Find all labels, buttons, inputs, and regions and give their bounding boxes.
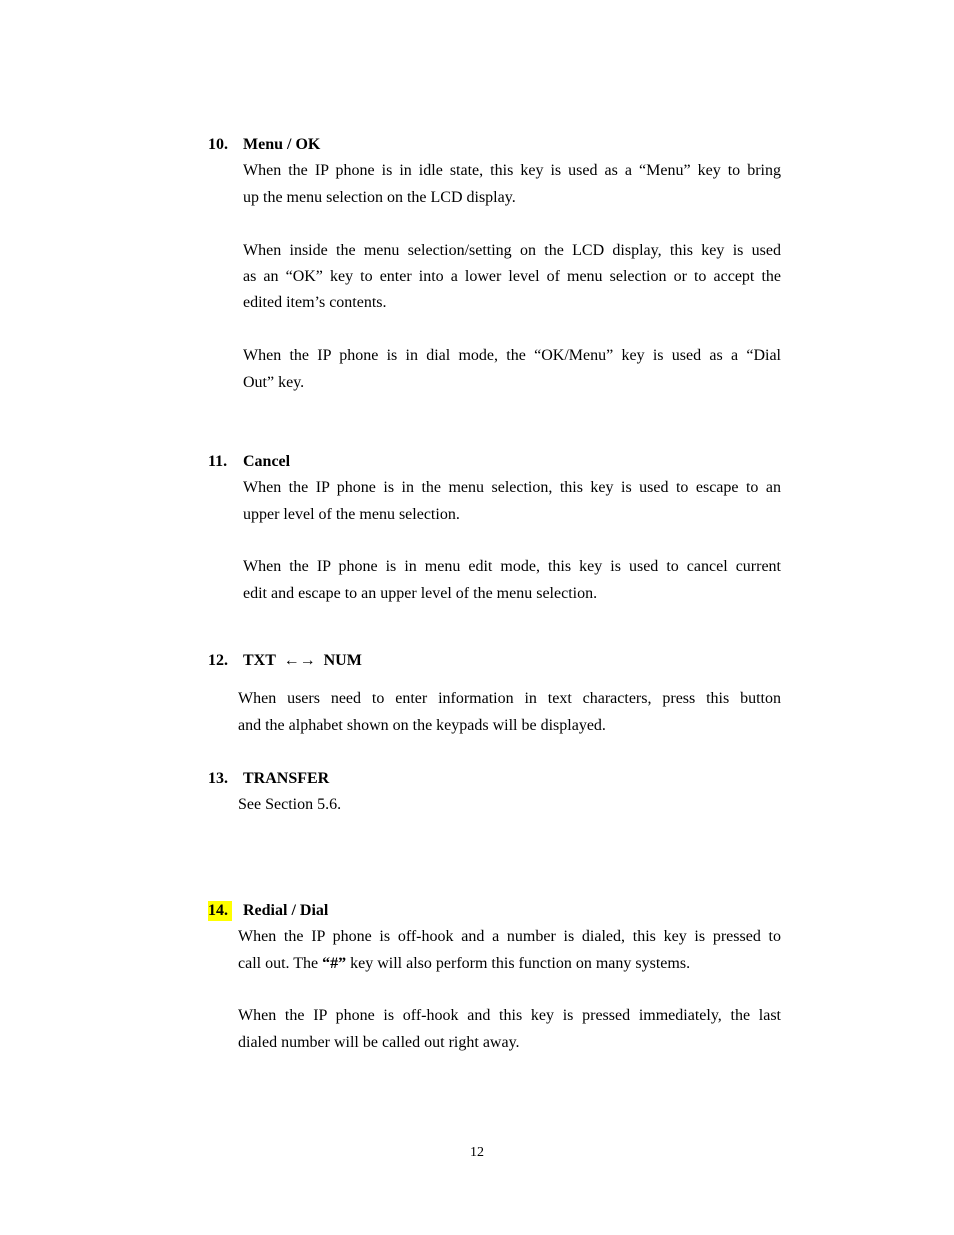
text-run: call out. The [238,955,323,972]
paragraph-line: edit and escape to an upper level of the menu selection. [243,585,598,602]
paragraph-line: See Section 5.6. [238,796,342,813]
section-title: TXT ←→ NUM [243,652,362,669]
paragraph-line: When users need to enter information in text characters, press this button [238,690,781,707]
paragraph-line: When inside the menu selection/setting on the LCD display, this key is used [243,242,781,259]
section-title: TRANSFER [243,770,330,787]
paragraph-line: When the IP phone is off-hook and this key is pressed immediately, the last [238,1007,781,1024]
paragraph-line: dialed number will be called out right away. [238,1034,520,1051]
paragraph-line: and the alphabet shown on the keypads will be displayed. [238,717,606,734]
paragraph-line [238,954,690,974]
paragraph-line: as an “OK” key to enter into a lower level of menu selection or to accept the [243,268,781,285]
paragraph-line: edited item’s contents. [243,294,387,311]
section-number: 13. [208,770,228,787]
paragraph-line: When the IP phone is in menu edit mode, this key is used to cancel current [243,558,781,575]
paragraph-line: When the IP phone is in dial mode, the “OK/Menu” key is used as a “Dial [243,347,781,364]
section-number: 10. [208,136,228,153]
page-number: 12 [470,1145,484,1160]
section-number: 12. [208,652,228,669]
section-number-highlighted: 14. [208,901,232,921]
section-title: Menu / OK [243,136,321,153]
paragraph-line: When the IP phone is off-hook and a number is dialed, this key is pressed to [238,928,781,945]
paragraph-line: When the IP phone is in idle state, this key is used as a “Menu” key to bring [243,162,781,179]
paragraph-line: Out” key. [243,374,305,391]
paragraph-line: When the IP phone is in the menu selection, this key is used to escape to an [243,479,781,496]
hash-key-text: “#” [322,955,347,972]
paragraph-line: upper level of the menu selection. [243,506,460,523]
paragraph-line: up the menu selection on the LCD display. [243,189,516,206]
section-title: Redial / Dial [243,902,329,919]
section-title: Cancel [243,453,291,470]
text-run: key will also perform this function on many systems. [346,955,691,972]
section-number: 11. [208,453,228,470]
